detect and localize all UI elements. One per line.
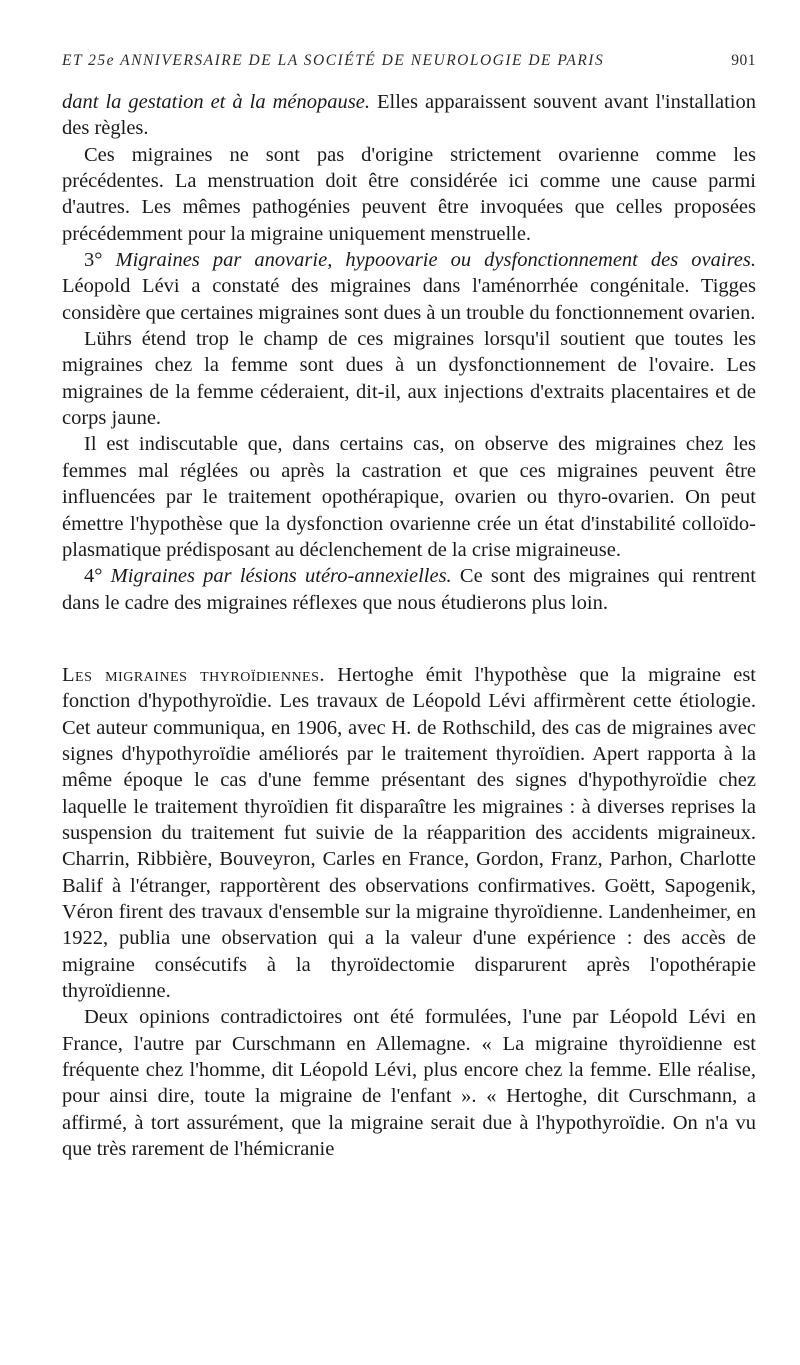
section-heading: Les migraines thyroïdiennes. [62,663,326,686]
paragraph [62,563,756,616]
paragraph-text: Elles apparaissent souvent avant l'installation des règles. [62,91,756,140]
paragraph [62,326,756,431]
paragraph-text: Lührs étend trop le champ de ces migraines lorsqu'il soutient que toutes les migraines chez la femme sont dues à un dysfonctionnement de l'ovaire. Les migraines de la femme céderaient, dit-il, aux injections d'extraits placentaires et de corps jaune. [62,328,756,430]
paragraph [62,1004,756,1162]
paragraph-text: Ce sont des migraines qui rentrent dans le cadre des migraines réflexes que nous étudierons plus loin. [62,565,757,614]
paragraph [62,662,756,1004]
paragraph-text: Deux opinions contradictoires ont été formulées, l'une par Léopold Lévi en France, l'autre par Curschmann en Allemagne. « La migraine thyroïdienne est fréquente chez l'homme, dit Léopold Lévi, plus encore chez la femme. Elle réalise, pour ainsi dire, toute la migraine de l'enfant ». « Hertoghe, dit Curschmann, a affirmé, à tort assurément, que la migraine serait due à l'hypothyroïdie. On n'a vu que très rarement de l'hémicranie [62,1006,756,1161]
paragraph [62,142,756,247]
running-header [62,52,756,76]
paragraph [62,247,756,326]
running-title: ET 25e ANNIVERSAIRE DE LA SOCIÉTÉ DE NEUROLOGIE DE PARIS [62,52,605,69]
italic-phrase: dant la gestation et à la ménopause. [62,91,370,113]
paragraph-text: Léopold Lévi a constaté des migraines dans l'aménorrhée congénitale. Tigges considère que certaines migraines sont dues à un trouble du fonctionnement ovarien. [62,275,756,324]
paragraph [62,431,756,563]
paragraph-text: Hertoghe émit l'hypothèse que la migraine est fonction d'hypothyroïdie. Les travaux de Léopold Lévi affirmèrent cette étiologie. Cet auteur communiqua, en 1906, avec H. de Rothschild, des cas de migraines avec signes d'hypothyroïdie améliorés par le traitement thyroïdien. Apert rapporta à la même époque le cas d'une femme présentant des signes d'hypothyroïdie chez laquelle le traitement thyroïdien fit disparaître les migraines : à diverses reprises la suspension du traitement fut suivie de la réapparition des accidents migraineux. Charrin, Ribbière, Bouveyron, Carles en France, Gordon, Franz, Parhon, Charlotte Balif à l'étranger, rapportèrent des observations confirmatives. Goëtt, Sapogenik, Véron firent des travaux d'ensemble sur la migraine thyroïdienne. Landenheimer, en 1922, publia une observation qui a la valeur d'une expérience : des accès de migraine consécutifs à la thyroïdectomie disparurent après l'opothérapie thyroïdienne. [62,663,757,1002]
paragraph-text: Il est indiscutable que, dans certains cas, on observe des migraines chez les femmes mal réglées ou après la castration et que ces migraines peuvent être influencées par le traitement opothérapique, ovarien ou thyro-ovarien. On peut émettre l'hypothèse que la dysfonction ovarienne crée un état d'instabilité colloïdo-plasmatique prédisposant au déclenchement de la crise migraineuse. [62,433,756,561]
paragraph [62,89,756,142]
subsection-title: Migraines par anovarie, hypoovarie ou dysfonctionnement des ovaires. [115,249,757,272]
paragraph-text: Ces migraines ne sont pas d'origine strictement ovarienne comme les précédentes. La menstruation doit être considérée ici comme une cause parmi d'autres. Les mêmes pathogénies peuvent être invoquées que celles proposées précédemment pour la migraine uniquement menstruelle. [62,143,756,245]
list-number: 3° [84,249,103,272]
page-number: 901 [731,52,756,69]
body-text [62,89,756,1162]
list-number: 4° [84,565,103,588]
subsection-title: Migraines par lésions utéro-annexielles. [110,565,452,588]
